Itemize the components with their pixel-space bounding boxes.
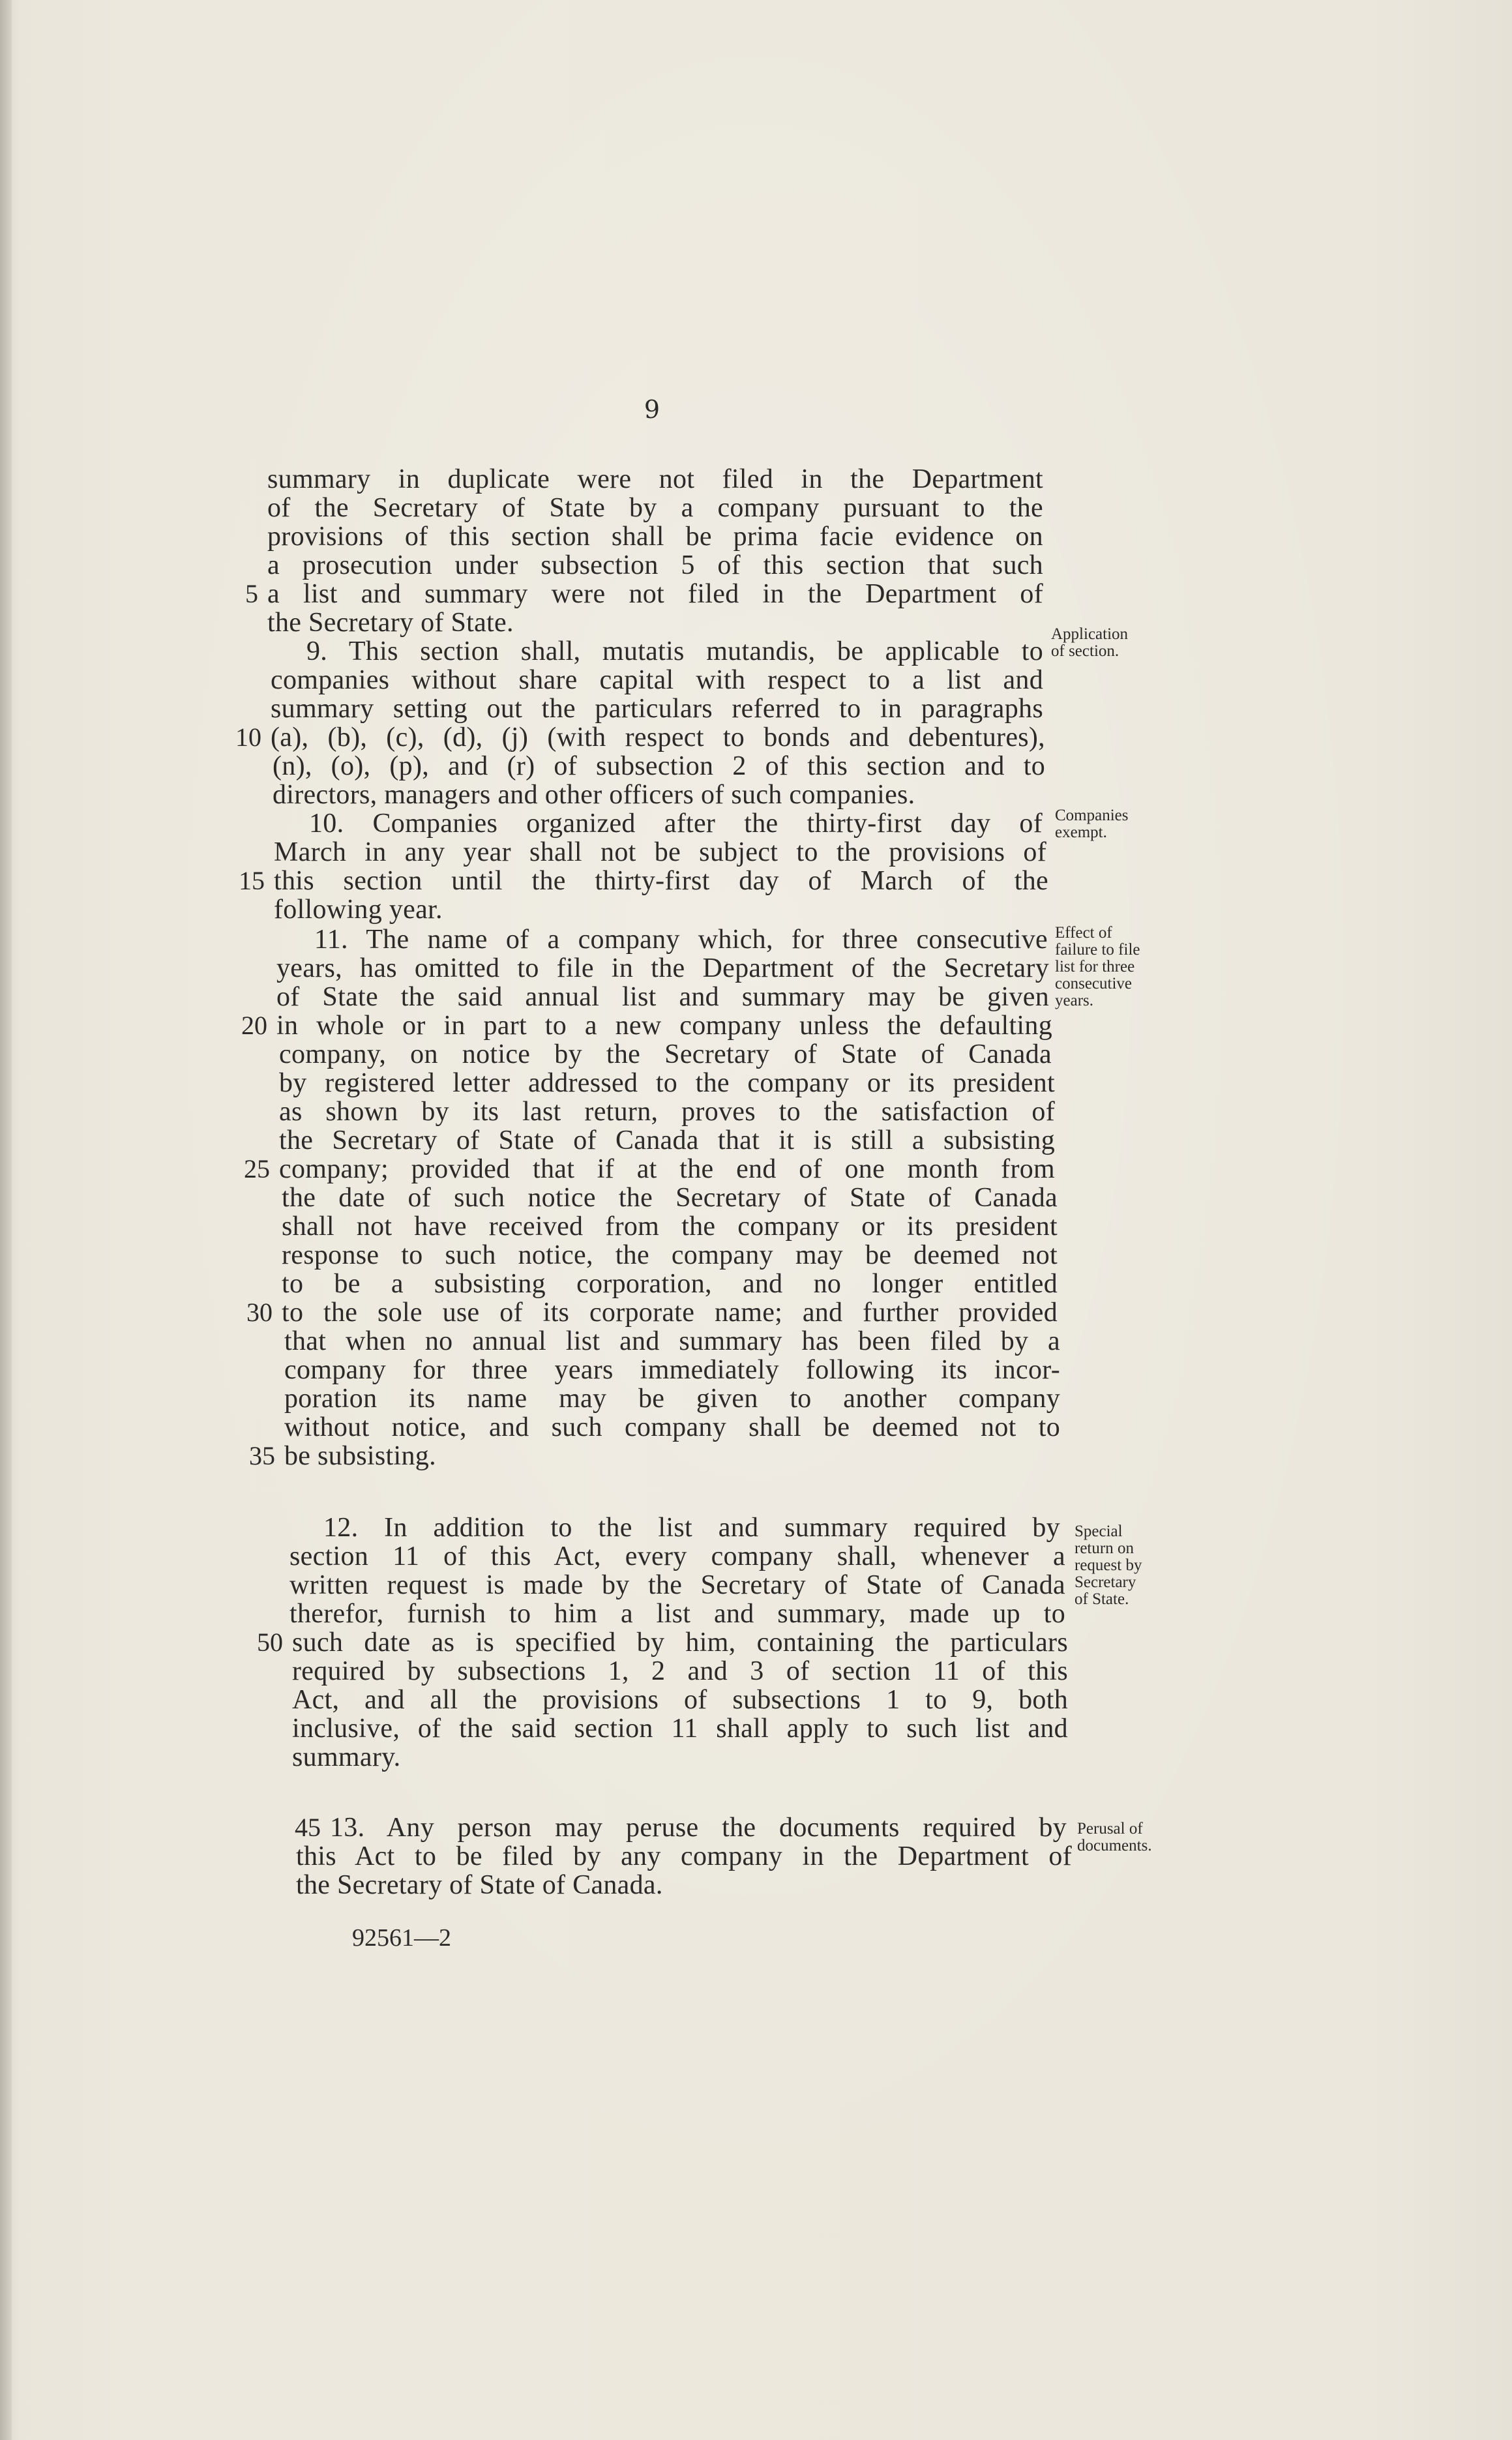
margin-note-line: documents. xyxy=(1077,1837,1152,1854)
text-line: by registered letter addressed to the company or its president xyxy=(279,1068,1055,1098)
text-line: (a), (b), (c), (d), (j) (with respect to bonds and debentures), xyxy=(271,722,1045,752)
line-number: 50 xyxy=(257,1628,283,1657)
document-code: 92561—2 xyxy=(352,1924,451,1952)
text-line: provisions of this section shall be prima facie evidence on xyxy=(267,522,1043,552)
margin-note-line: of section. xyxy=(1051,642,1119,660)
line-number: 15 xyxy=(239,866,265,895)
text-line: years, has omitted to file in the Department of the Secretary xyxy=(276,953,1049,983)
text-line: March in any year shall not be subject to the provisions of xyxy=(274,837,1046,867)
line-number: 5 xyxy=(245,579,258,608)
margin-note xyxy=(1077,1821,1152,1854)
text-line: therefor, furnish to him a list and summary, made up to xyxy=(289,1599,1065,1629)
margin-note-line: Perusal of xyxy=(1077,1820,1143,1837)
line-number: 20 xyxy=(241,1011,267,1040)
margin-note-line: request by xyxy=(1075,1556,1142,1574)
text-line: summary in duplicate were not filed in the Department xyxy=(267,464,1043,494)
text-line: the Secretary of State of Canada that it is still a subsisting xyxy=(279,1125,1055,1155)
text-line: a list and summary were not filed in the Department of xyxy=(267,579,1043,609)
margin-note xyxy=(1055,807,1129,841)
text-line: without notice, and such company shall be deemed not to xyxy=(284,1412,1060,1442)
margin-note-line: Companies xyxy=(1055,807,1129,824)
text-line: as shown by its last return, proves to the satisfaction of xyxy=(279,1097,1055,1127)
margin-note-line: Secretary xyxy=(1075,1573,1136,1591)
margin-note xyxy=(1051,626,1128,660)
text-line: such date as is specified by him, containing the particulars xyxy=(292,1628,1068,1658)
margin-note-line: list for three xyxy=(1055,958,1135,975)
text-line: 12. In addition to the list and summary required by xyxy=(323,1513,1060,1543)
text-line: a prosecution under subsection 5 of this section that such xyxy=(267,550,1043,580)
margin-note-line: of State. xyxy=(1075,1590,1129,1608)
margin-note-line: return on xyxy=(1075,1540,1134,1557)
text-line: be subsisting. xyxy=(284,1441,436,1471)
text-line: the date of such notice the Secretary of State of Canada xyxy=(282,1183,1058,1213)
text-line: 10. Companies organized after the thirty-first day of xyxy=(309,809,1043,839)
line-number: 25 xyxy=(244,1154,270,1183)
text-line: following year. xyxy=(274,895,443,925)
text-line: 9. This section shall, mutatis mutandis, be applicable to xyxy=(306,636,1043,666)
text-line: company for three years immediately following its incor- xyxy=(284,1355,1060,1385)
text-line: this Act to be filed by any company in the Department of xyxy=(296,1841,1072,1871)
text-line: poration its name may be given to another company xyxy=(284,1384,1060,1414)
margin-note-line: Effect of xyxy=(1055,924,1112,942)
text-line: required by subsections 1, 2 and 3 of section 11 of this xyxy=(292,1656,1068,1686)
margin-note xyxy=(1075,1523,1142,1608)
text-line: of the Secretary of State by a company pursuant to the xyxy=(267,493,1043,523)
text-line: directors, managers and other officers of such companies. xyxy=(273,780,915,810)
text-line: Act, and all the provisions of subsections 1 to 9, both xyxy=(292,1685,1068,1715)
margin-note-line: Application xyxy=(1051,625,1129,643)
line-number: 45 xyxy=(295,1813,321,1842)
line-number: 30 xyxy=(246,1298,273,1327)
text-line: to the sole use of its corporate name; and further provided xyxy=(282,1298,1058,1328)
text-line: company, on notice by the Secretary of State of Canada xyxy=(279,1039,1052,1069)
text-line: in whole or in part to a new company unless the defaulting xyxy=(276,1011,1052,1041)
line-number: 35 xyxy=(249,1441,275,1470)
margin-note-line: years. xyxy=(1055,992,1093,1009)
text-line: inclusive, of the said section 11 shall apply to such list and xyxy=(292,1714,1068,1744)
text-line: company; provided that if at the end of one month from xyxy=(279,1154,1055,1184)
page-number: 9 xyxy=(644,395,660,424)
text-line: summary. xyxy=(292,1742,401,1772)
text-line: response to such notice, the company may be deemed not xyxy=(282,1240,1058,1270)
text-line: (n), (o), (p), and (r) of subsection 2 of this section and to xyxy=(273,751,1045,781)
text-line: that when no annual list and summary has been filed by a xyxy=(284,1326,1060,1356)
text-line: section 11 of this Act, every company shall, whenever a xyxy=(289,1541,1065,1571)
margin-note-line: consecutive xyxy=(1055,975,1133,992)
text-line: to be a subsisting corporation, and no longer entitled xyxy=(282,1269,1058,1299)
text-line: this section until the thirty-first day of March of the xyxy=(274,866,1048,896)
page-binding-edge xyxy=(0,0,12,2440)
text-line: companies without share capital with respect to a list and xyxy=(271,665,1043,695)
text-line: 13. Any person may peruse the documents required by xyxy=(330,1813,1067,1843)
text-line: the Secretary of State of Canada. xyxy=(296,1870,663,1900)
text-line: summary setting out the particulars referred to in paragraphs xyxy=(271,694,1043,724)
text-line: shall not have received from the company or its president xyxy=(282,1212,1058,1242)
margin-note xyxy=(1055,925,1140,1009)
text-line: 11. The name of a company which, for three consecutive xyxy=(314,925,1048,955)
line-number: 10 xyxy=(235,722,261,752)
text-line: written request is made by the Secretary of State of Canada xyxy=(289,1570,1065,1600)
margin-note-line: failure to file xyxy=(1055,941,1140,959)
text-line: the Secretary of State. xyxy=(267,608,514,638)
margin-note-line: exempt. xyxy=(1055,824,1107,841)
margin-note-line: Special xyxy=(1075,1523,1123,1540)
text-line: of State the said annual list and summary may be given xyxy=(276,982,1049,1012)
